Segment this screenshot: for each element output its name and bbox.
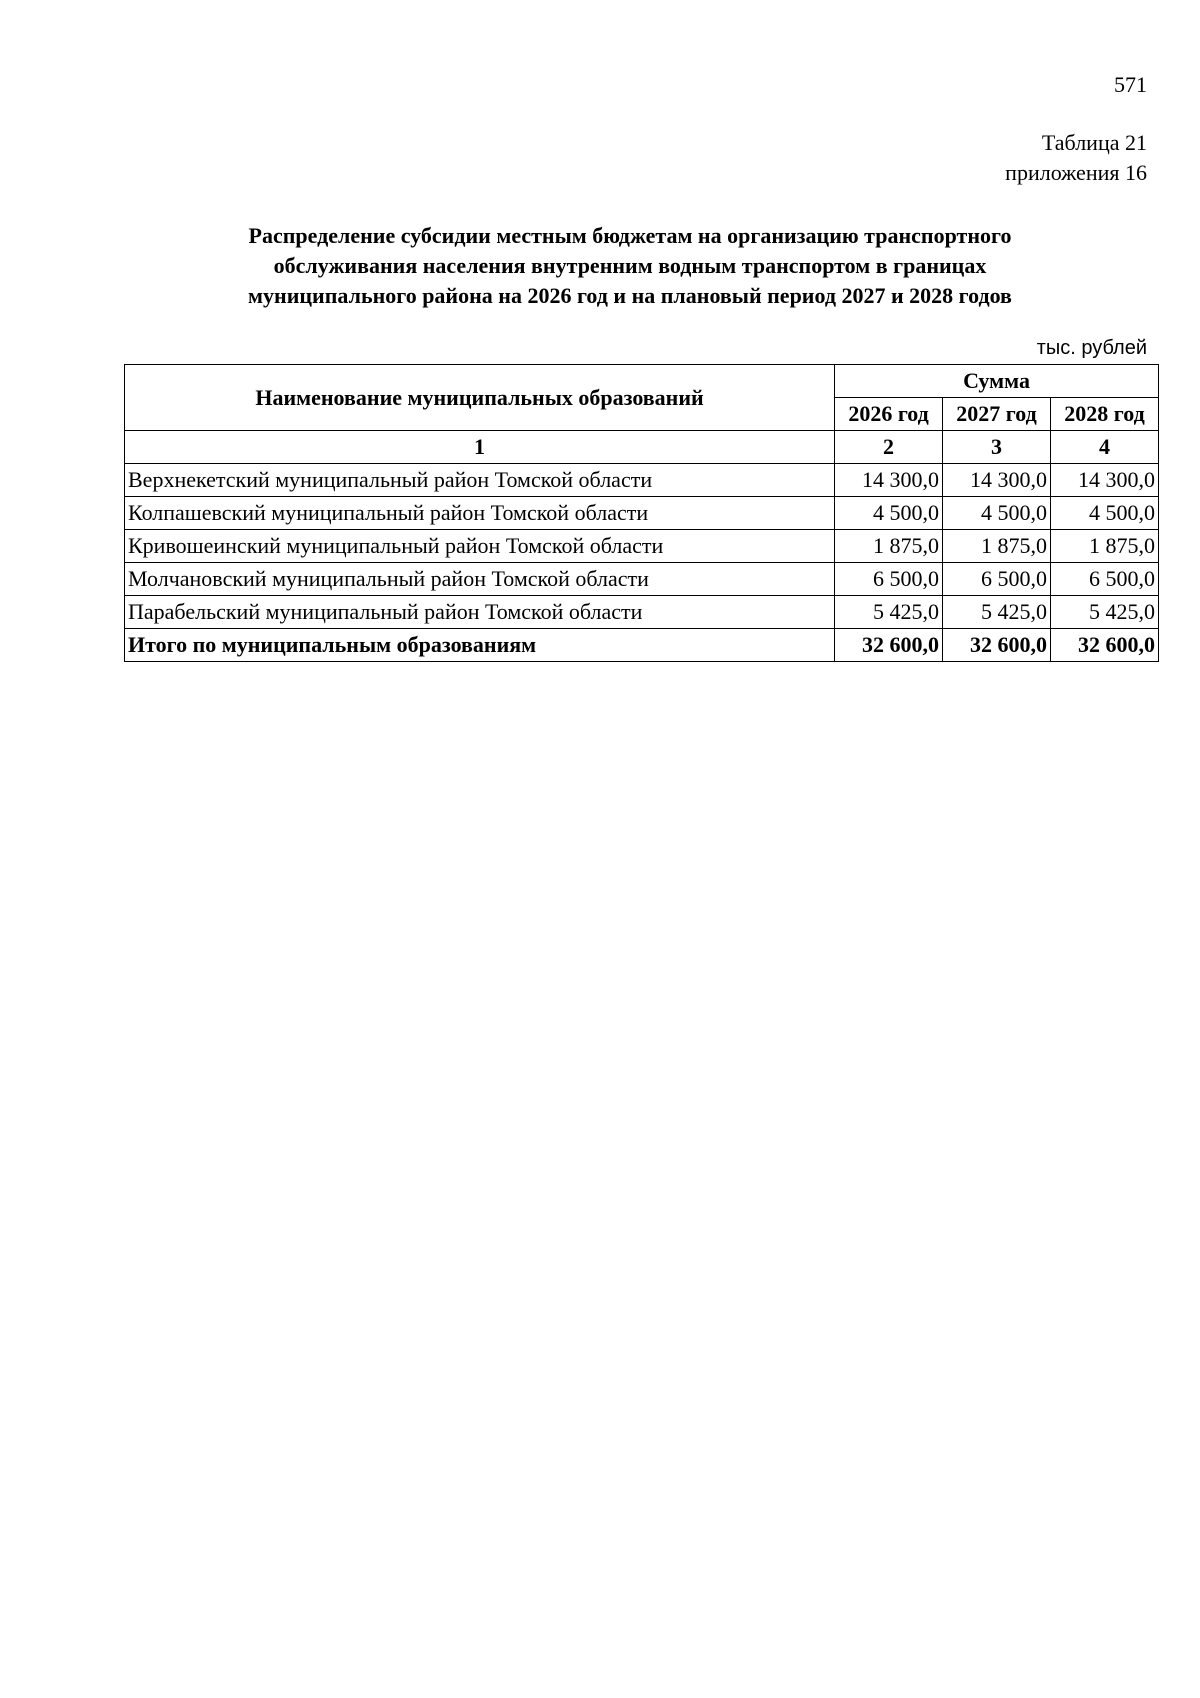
total-value-2028: 32 600,0 (1050, 629, 1158, 662)
header-sum: Сумма (835, 365, 1159, 398)
row-name: Колпашевский муниципальный район Томской области (125, 497, 835, 530)
document-title-line: обслуживания населения внутренним водным транспортом в границах (273, 253, 987, 278)
table-header-row (125, 365, 1159, 398)
row-name: Кривошеинский муниципальный район Томской области (125, 530, 835, 563)
subsidy-table (124, 364, 1159, 662)
header-year-2026: 2026 год (835, 398, 943, 431)
row-value-2026: 6 500,0 (835, 563, 943, 596)
table-reference-line: приложения 16 (1005, 160, 1147, 185)
table-row (125, 563, 1159, 596)
row-value-2027: 4 500,0 (943, 497, 1051, 530)
table-row (125, 464, 1159, 497)
row-value-2028: 6 500,0 (1050, 563, 1158, 596)
row-value-2027: 14 300,0 (943, 464, 1051, 497)
column-number: 1 (125, 431, 835, 464)
document-title (125, 221, 1135, 311)
row-value-2027: 5 425,0 (943, 596, 1051, 629)
row-value-2028: 14 300,0 (1050, 464, 1158, 497)
row-value-2026: 5 425,0 (835, 596, 943, 629)
total-value-2027: 32 600,0 (943, 629, 1051, 662)
total-value-2026: 32 600,0 (835, 629, 943, 662)
document-title-line: Распределение субсидии местным бюджетам на организацию транспортного (248, 223, 1012, 248)
row-value-2027: 6 500,0 (943, 563, 1051, 596)
table-row (125, 530, 1159, 563)
document-title-line: муниципального района на 2026 год и на плановый период 2027 и 2028 годов (248, 283, 1012, 308)
column-number: 3 (943, 431, 1051, 464)
table-reference-line: Таблица 21 (1041, 130, 1147, 155)
column-number: 4 (1050, 431, 1158, 464)
row-value-2028: 4 500,0 (1050, 497, 1158, 530)
row-value-2026: 1 875,0 (835, 530, 943, 563)
table-reference (1005, 128, 1147, 188)
row-value-2027: 1 875,0 (943, 530, 1051, 563)
row-name: Парабельский муниципальный район Томской области (125, 596, 835, 629)
row-value-2028: 5 425,0 (1050, 596, 1158, 629)
header-year-2028: 2028 год (1050, 398, 1158, 431)
row-value-2028: 1 875,0 (1050, 530, 1158, 563)
column-numbers-row (125, 431, 1159, 464)
table-row (125, 596, 1159, 629)
units-label: тыс. рублей (1036, 337, 1147, 359)
row-name: Верхнекетский муниципальный район Томской области (125, 464, 835, 497)
row-name: Молчановский муниципальный район Томской области (125, 563, 835, 596)
row-value-2026: 4 500,0 (835, 497, 943, 530)
row-value-2026: 14 300,0 (835, 464, 943, 497)
table-row (125, 497, 1159, 530)
column-number: 2 (835, 431, 943, 464)
page-number: 571 (1114, 72, 1147, 97)
header-year-2027: 2027 год (943, 398, 1051, 431)
header-name: Наименование муниципальных образований (125, 365, 835, 431)
total-name: Итого по муниципальным образованиям (125, 629, 835, 662)
total-row (125, 629, 1159, 662)
